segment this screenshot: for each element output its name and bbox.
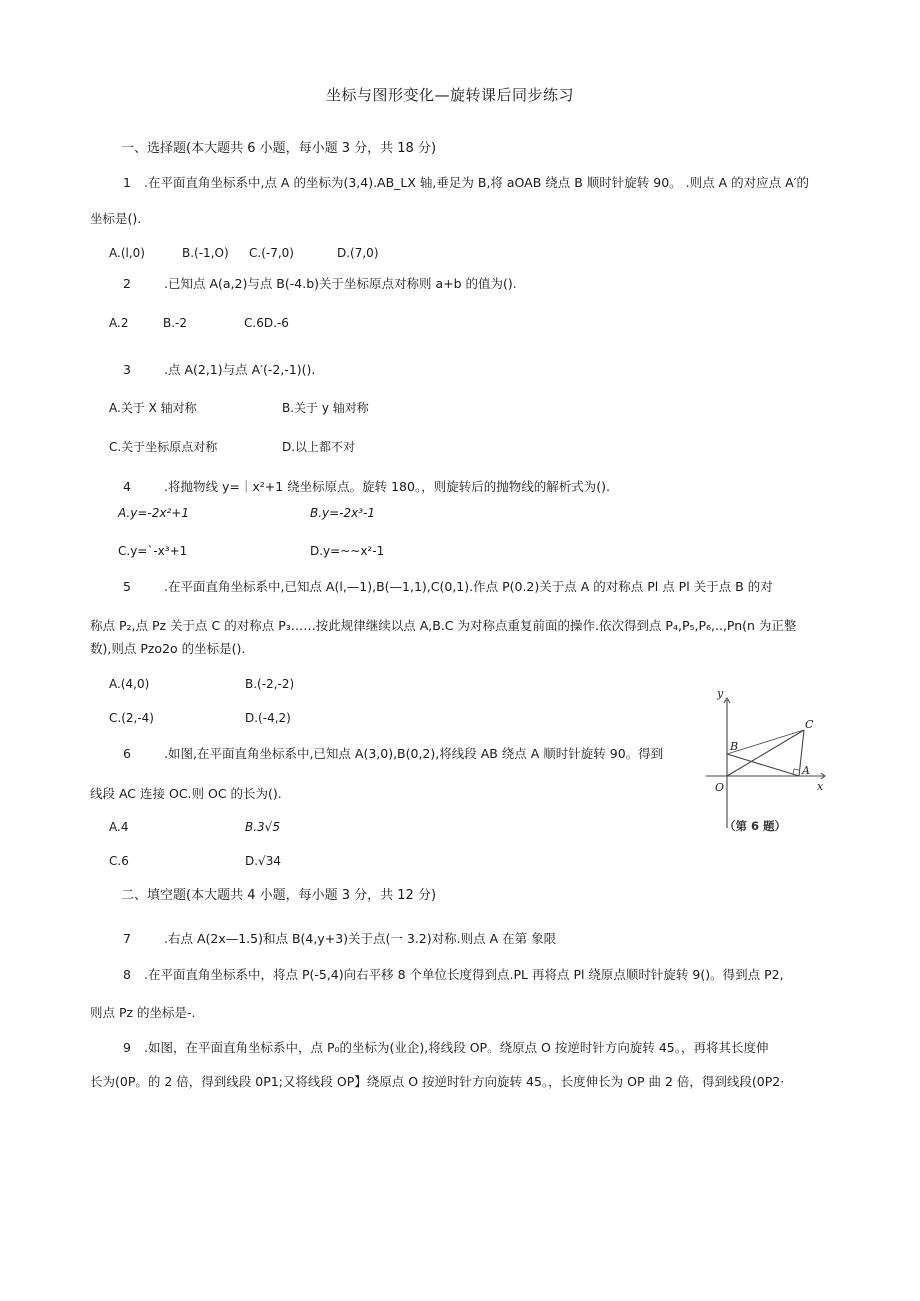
question-number: 2 <box>123 276 131 291</box>
point-a-label: A <box>802 764 810 777</box>
question-text: .右点 A(2x—1.5)和点 B(4,y+3)关于点(一 3.2)对称.则点 A 在第 象限 <box>164 931 557 946</box>
question-number: 4 <box>123 479 131 494</box>
option-b: B.3√5 <box>245 820 280 834</box>
question-text-continued: 长为(0P。的 2 倍，得到线段 0P1;又将线段 OP】绕原点 O 按逆时针方向旋转 45。，长度伸长为 OP 曲 2 倍，得到线段(0P2· <box>90 1074 785 1089</box>
question-text-continued: 坐标是(). <box>90 211 142 226</box>
option-d: D.以上都不对 <box>282 440 356 454</box>
question-text-continued: 线段 AC 连接 OC.则 OC 的长为(). <box>90 786 282 801</box>
question-text: .如图，在平面直角坐标系中，点 P₀的坐标为(业企),将线段 OP。绕原点 O 按逆时针方向旋转 45。，再将其长度伸 <box>144 1040 769 1055</box>
question-6-figure <box>702 686 832 836</box>
point-c-label: C <box>805 718 814 731</box>
option-a: A.y=-2x²+1 <box>118 506 189 520</box>
option-a: A.关于 X 轴对称 <box>109 401 197 415</box>
option-d: D.(7,0) <box>337 246 379 260</box>
question-number: 5 <box>123 579 131 594</box>
x-axis-label: x <box>817 780 824 793</box>
option-d: D.(-4,2) <box>245 711 291 725</box>
segment-ab <box>727 754 799 776</box>
question-text: .已知点 A(a,2)与点 B(-4.b)关于坐标原点对称则 a+b 的值为(). <box>164 276 517 291</box>
coordinate-diagram <box>702 686 832 836</box>
option-a: A.4 <box>109 820 129 834</box>
option-b: B.(-1,O) <box>182 246 229 260</box>
y-axis-label: y <box>717 687 724 700</box>
question-text: .将抛物线 y=｜x²+1 绕坐标原点。旋转 180。，则旋转后的抛物线的解析式为(). <box>164 479 610 494</box>
question-text: .在平面直角坐标系中,点 A 的坐标为(3,4).AB_LX 轴,垂足为 B,将 aOAB 绕点 B 顺时针旋转 90。 .则点 A 的对应点 A′的 <box>144 175 809 190</box>
option-c: C.y=`-x³+1 <box>118 544 188 558</box>
question-text-continued: 则点 Pz 的坐标是-. <box>90 1005 196 1020</box>
question-text: .点 A(2,1)与点 A′(-2,-1)(). <box>164 362 316 377</box>
right-angle-mark <box>793 769 799 774</box>
question-number: 1 <box>123 175 131 190</box>
option-d: D.y=~~x²-1 <box>310 544 385 558</box>
option-c: C.关于坐标原点对称 <box>109 440 218 454</box>
question-text: .如图,在平面直角坐标系中,已知点 A(3,0),B(0,2),将线段 AB 绕点 A 顺时针旋转 90。得到 <box>164 746 664 761</box>
option-b: B.-2 <box>163 316 188 330</box>
question-number: 8 <box>123 967 131 982</box>
segment-oc <box>727 730 804 776</box>
option-b: B.(-2,-2) <box>245 677 295 691</box>
option-c: C.6 <box>109 854 129 868</box>
question-text-continued: 数),则点 Pzo2o 的坐标是(). <box>90 641 246 656</box>
option-d: D.√34 <box>245 854 281 868</box>
question-number: 6 <box>123 746 131 761</box>
page-title: 坐标与图形变化—旋转课后同步练习 <box>326 86 575 104</box>
question-number: 7 <box>123 931 131 946</box>
segment-bc <box>727 730 804 754</box>
origin-label: O <box>715 781 725 794</box>
option-a: A.(l,0) <box>109 246 145 260</box>
section-choice-heading: 一、选择题(本大题共 6 小题，每小题 3 分，共 18 分) <box>121 141 437 156</box>
option-a: A.2 <box>109 316 129 330</box>
section-fill-heading: 二、填空题(本大题共 4 小题，每小题 3 分，共 12 分) <box>121 888 437 903</box>
option-b: B.关于 y 轴对称 <box>282 401 369 415</box>
question-text: .在平面直角坐标系中，将点 P(-5,4)向右平移 8 个单位长度得到点.PL 再将点 Pl 绕原点顺时针旋转 9()。得到点 P2, <box>144 967 784 982</box>
option-c: C.(2,-4) <box>109 711 154 725</box>
question-number: 9 <box>123 1040 131 1055</box>
point-b-label: B <box>730 740 739 753</box>
option-b: B.y=-2x³-1 <box>310 506 376 520</box>
option-c: C.(-7,0) <box>249 246 294 260</box>
option-a: A.(4,0) <box>109 677 150 691</box>
option-cd: C.6D.-6 <box>244 316 289 330</box>
figure-caption: （第 6 题） <box>724 819 787 833</box>
question-text-continued: 称点 P₂,点 Pz 关于点 C 的对称点 P₃……按此规律继续以点 A,B.C 为对称点重复前面的操作.依次得到点 P₄,P₅,P₆,..,Pn(n 为正整 <box>90 618 797 633</box>
question-number: 3 <box>123 362 131 377</box>
question-text: .在平面直角坐标系中,已知点 A(l,—1),B(—1,1),C(0,1).作点 P(0.2)关于点 A 的对称点 Pl 点 Pl 关于点 B 的对 <box>164 579 773 594</box>
